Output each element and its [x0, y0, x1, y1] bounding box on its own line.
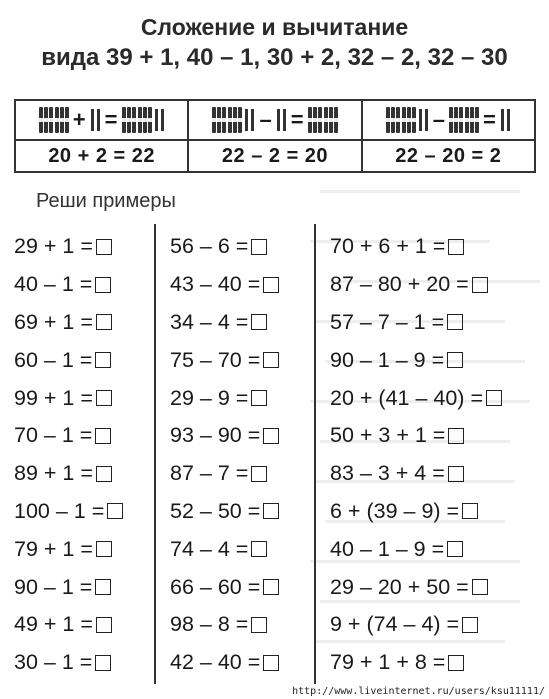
exercise-row	[170, 341, 279, 379]
answer-box[interactable]	[251, 541, 267, 557]
stick-bundle-icon	[138, 106, 152, 134]
answer-box[interactable]	[472, 579, 488, 595]
answer-box[interactable]	[448, 466, 464, 482]
answer-box[interactable]	[263, 579, 279, 595]
exercise-expression: 43 – 40 =	[170, 272, 261, 297]
answer-box[interactable]	[462, 617, 478, 633]
exercise-row	[14, 644, 123, 682]
exercise-row	[14, 266, 123, 304]
exercise-row	[330, 568, 502, 606]
exercise-expression: 90 – 1 =	[14, 574, 93, 599]
answer-box[interactable]	[95, 277, 111, 293]
answer-box[interactable]	[96, 239, 112, 255]
exercise-row	[14, 379, 123, 417]
exercise-expression: 87 – 7 =	[170, 461, 249, 486]
single-sticks-icon	[501, 109, 510, 131]
answer-box[interactable]	[263, 655, 279, 671]
stick-bundle-icon	[449, 106, 463, 134]
exercise-expression: 98 – 8 =	[170, 612, 249, 637]
exercise-row	[330, 379, 502, 417]
exercise-row	[330, 228, 502, 266]
exercise-expression: 6 + (39 – 9) =	[330, 498, 460, 523]
exercise-row	[330, 266, 502, 304]
answer-box[interactable]	[462, 503, 478, 519]
exercise-expression: 70 – 1 =	[14, 423, 93, 448]
exercise-column-1	[14, 228, 123, 682]
equals-sign: =	[483, 107, 496, 132]
exercise-row	[170, 606, 279, 644]
exercise-expression: 42 – 40 =	[170, 650, 261, 675]
stick-bundle-icon	[465, 106, 479, 134]
answer-box[interactable]	[448, 655, 464, 671]
single-sticks-icon	[155, 109, 164, 131]
exercise-row	[170, 644, 279, 682]
exercise-row	[14, 341, 123, 379]
exercise-expression: 75 – 70 =	[170, 347, 261, 372]
answer-box[interactable]	[107, 503, 123, 519]
minus-sign: –	[432, 107, 446, 132]
single-sticks-icon	[245, 109, 254, 131]
stick-bundle-icon	[386, 106, 400, 134]
answer-box[interactable]	[251, 390, 267, 406]
answer-box[interactable]	[263, 277, 279, 293]
answer-box[interactable]	[472, 277, 488, 293]
exercise-row	[14, 568, 123, 606]
single-sticks-icon	[91, 109, 100, 131]
answer-box[interactable]	[447, 541, 463, 557]
exercise-row	[330, 530, 502, 568]
exercise-row	[330, 304, 502, 342]
counting-sticks-picture	[189, 101, 360, 141]
page-subtitle: вида 39 + 1, 40 – 1, 30 + 2, 32 – 2, 32 – 30	[41, 44, 508, 71]
exercise-row	[330, 606, 502, 644]
answer-box[interactable]	[95, 655, 111, 671]
answer-box[interactable]	[448, 428, 464, 444]
answer-box[interactable]	[263, 428, 279, 444]
counting-sticks-picture	[16, 101, 187, 141]
exercise-expression: 89 + 1 =	[14, 461, 93, 486]
single-sticks-icon	[419, 109, 428, 131]
exercise-expression: 60 – 1 =	[14, 347, 93, 372]
exercise-expression: 40 – 1 =	[14, 272, 93, 297]
answer-box[interactable]	[251, 466, 267, 482]
example-equation: 20 + 2 = 22	[48, 144, 156, 167]
exercise-expression: 66 – 60 =	[170, 574, 261, 599]
exercise-row	[14, 417, 123, 455]
exercise-row	[170, 568, 279, 606]
exercise-expression: 40 – 1 – 9 =	[330, 536, 445, 561]
example-equation: 22 – 20 = 2	[395, 144, 502, 167]
exercise-row	[330, 417, 502, 455]
exercise-expression: 93 – 90 =	[170, 423, 261, 448]
exercise-row	[14, 530, 123, 568]
exercise-row	[170, 266, 279, 304]
exercise-expression: 9 + (74 – 4) =	[330, 612, 460, 637]
answer-box[interactable]	[96, 541, 112, 557]
exercise-expression: 100 – 1 =	[14, 498, 105, 523]
example-cell	[189, 101, 362, 171]
exercise-row	[14, 455, 123, 493]
exercise-expression: 69 + 1 =	[14, 309, 93, 334]
exercise-row	[170, 530, 279, 568]
exercise-expression: 70 + 6 + 1 =	[330, 234, 446, 259]
exercise-expression: 79 + 1 =	[14, 536, 93, 561]
worked-examples-table	[14, 99, 536, 173]
exercise-expression: 90 – 1 – 9 =	[330, 347, 445, 372]
exercise-row	[14, 304, 123, 342]
exercise-row	[330, 644, 502, 682]
exercise-expression: 30 – 1 =	[14, 650, 93, 675]
exercise-expression: 57 – 7 – 1 =	[330, 309, 445, 334]
exercise-row	[170, 379, 279, 417]
answer-box[interactable]	[95, 428, 111, 444]
exercise-expression: 99 + 1 =	[14, 385, 93, 410]
exercise-row	[170, 304, 279, 342]
stick-bundle-icon	[402, 106, 416, 134]
exercise-expression: 29 – 9 =	[170, 385, 249, 410]
example-cell	[363, 101, 534, 171]
exercise-expression: 50 + 3 + 1 =	[330, 423, 446, 448]
stick-bundle-icon	[324, 106, 338, 134]
exercise-expression: 83 – 3 + 4 =	[330, 461, 445, 486]
plus-sign: +	[72, 107, 86, 132]
exercise-expression: 49 + 1 =	[14, 612, 93, 637]
exercise-row	[170, 455, 279, 493]
answer-box[interactable]	[96, 466, 112, 482]
column-divider	[314, 224, 316, 684]
exercise-row	[170, 417, 279, 455]
exercise-row	[170, 493, 279, 531]
exercise-column-3	[330, 228, 502, 682]
answer-box[interactable]	[263, 503, 279, 519]
answer-box[interactable]	[263, 352, 279, 368]
counting-sticks-picture	[363, 101, 534, 141]
equals-sign: =	[290, 107, 304, 132]
column-divider	[154, 224, 156, 684]
stick-bundle-icon	[308, 106, 322, 134]
exercise-expression: 79 + 1 + 8 =	[330, 650, 446, 675]
answer-box[interactable]	[447, 314, 463, 330]
answer-box[interactable]	[447, 352, 463, 368]
stick-bundle-icon	[39, 106, 53, 134]
exercise-row	[14, 606, 123, 644]
exercise-expression: 29 + 1 =	[14, 234, 93, 259]
exercise-expression: 34 – 4 =	[170, 309, 249, 334]
exercise-row	[14, 493, 123, 531]
answer-box[interactable]	[486, 390, 502, 406]
stick-bundle-icon	[212, 106, 226, 134]
exercise-column-2	[170, 228, 279, 682]
answer-box[interactable]	[251, 314, 267, 330]
answer-box[interactable]	[96, 617, 112, 633]
minus-sign: –	[259, 107, 272, 132]
exercise-row	[330, 493, 502, 531]
stick-bundle-icon	[55, 106, 69, 134]
instruction-text: Реши примеры	[36, 190, 176, 212]
exercise-expression: 52 – 50 =	[170, 498, 261, 523]
exercise-row	[330, 455, 502, 493]
exercise-row	[170, 228, 279, 266]
page-title: Сложение и вычитание	[140, 14, 409, 40]
answer-box[interactable]	[96, 314, 112, 330]
exercise-row	[330, 341, 502, 379]
single-sticks-icon	[277, 109, 286, 131]
example-cell	[16, 101, 189, 171]
exercise-row	[14, 228, 123, 266]
answer-box[interactable]	[251, 617, 267, 633]
exercise-expression: 56 – 6 =	[170, 234, 249, 259]
answer-box[interactable]	[95, 579, 111, 595]
answer-box[interactable]	[96, 390, 112, 406]
example-equation: 22 – 2 = 20	[221, 144, 329, 167]
source-watermark: http://www.liveinternet.ru/users/ksu11111/	[292, 686, 545, 697]
exercise-expression: 29 – 20 + 50 =	[330, 574, 469, 599]
stick-bundle-icon	[228, 106, 242, 134]
answer-box[interactable]	[448, 239, 464, 255]
exercise-expression: 87 – 80 + 20 =	[330, 272, 469, 297]
answer-box[interactable]	[95, 352, 111, 368]
equals-sign: =	[104, 107, 118, 132]
exercise-expression: 20 + (41 – 40) =	[330, 385, 483, 410]
exercise-expression: 74 – 4 =	[170, 536, 249, 561]
answer-box[interactable]	[251, 239, 267, 255]
stick-bundle-icon	[122, 106, 136, 134]
